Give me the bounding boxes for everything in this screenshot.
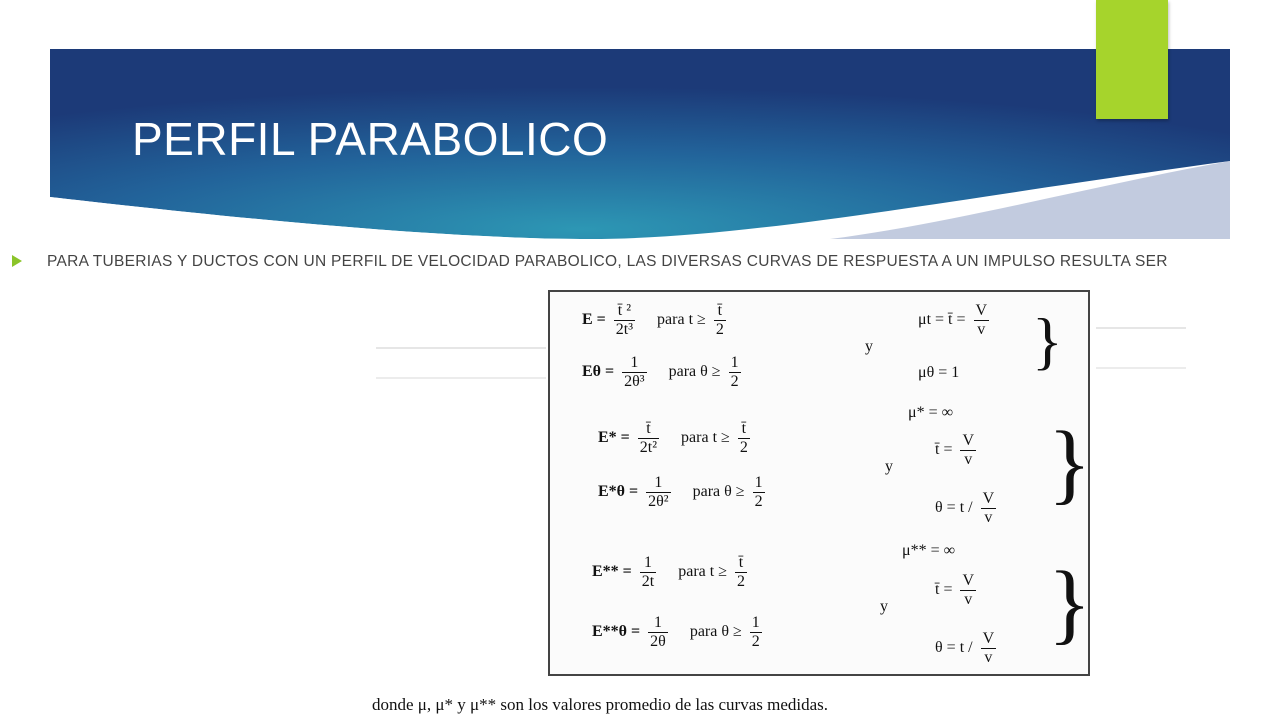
bullet-item xyxy=(12,250,1232,274)
right-brace-icon: } xyxy=(1048,554,1092,653)
mean-t-double-star: t̄ = $\frac{V}{v}$ xyxy=(935,572,975,608)
right-brace-icon: } xyxy=(1032,305,1063,376)
mean-theta: μθ = 1 xyxy=(918,364,960,381)
mean-t-star: t̄ = $\frac{V}{v}$ xyxy=(935,432,975,468)
accent-tab xyxy=(1096,0,1168,119)
bullet-text: PARA TUBERIAS Y DUCTOS CON UN PERFIL DE VELOCIDAD PARABOLICO, LAS DIVERSAS CURVAS DE RESPUESTA A UN IMPULSO RESULTA SER xyxy=(47,253,1168,270)
mean-t: μt = t̄ = $\frac{V}{v}$ xyxy=(918,302,988,338)
slide-title: PERFIL PARABOLICO xyxy=(132,113,609,165)
conjunction-y: y xyxy=(880,598,888,615)
equation-e-star-theta: E*θ = $\frac{1}{\text{2θ²}}$ para θ ≥ $\frac{1}{2}$ xyxy=(598,474,763,510)
conjunction-y: y xyxy=(865,338,873,355)
equations-figure xyxy=(548,290,1090,676)
equation-e-double-star: E** = $\frac{1}{2t}$ para t ≥ $\frac{t̄}{2}$ xyxy=(592,554,746,590)
equation-e-star: E* = $\frac{t̄}{\text{2t²}}$ para t ≥ $\frac{t̄}{2}$ xyxy=(598,420,748,456)
arrow-bullet-icon xyxy=(12,255,22,267)
conjunction-y: y xyxy=(885,458,893,475)
mean-star: μ* = ∞ xyxy=(908,404,954,421)
equation-e-double-star-theta: E**θ = $\frac{1}{2\theta}$ para θ ≥ $\frac{1}{2}$ xyxy=(592,614,760,650)
equation-e: E = $\frac{\text{t̄ ²}}{\text{2t³}}$ para t ≥ $\frac{t̄}{2}$ xyxy=(582,302,724,338)
right-brace-icon: } xyxy=(1048,414,1092,513)
figure-footnote: donde μ, μ* y μ** son los valores promedio de las curvas medidas. xyxy=(372,695,829,714)
mean-double-star: μ** = ∞ xyxy=(902,542,956,559)
theta-star: θ = t / $\frac{V}{v}$ xyxy=(935,490,995,526)
theta-double-star: θ = t / $\frac{V}{v}$ xyxy=(935,630,995,666)
equation-e-theta: Eθ = $\frac{1}{\text{2θ³}}$ para θ ≥ $\frac{1}{2}$ xyxy=(582,354,739,390)
